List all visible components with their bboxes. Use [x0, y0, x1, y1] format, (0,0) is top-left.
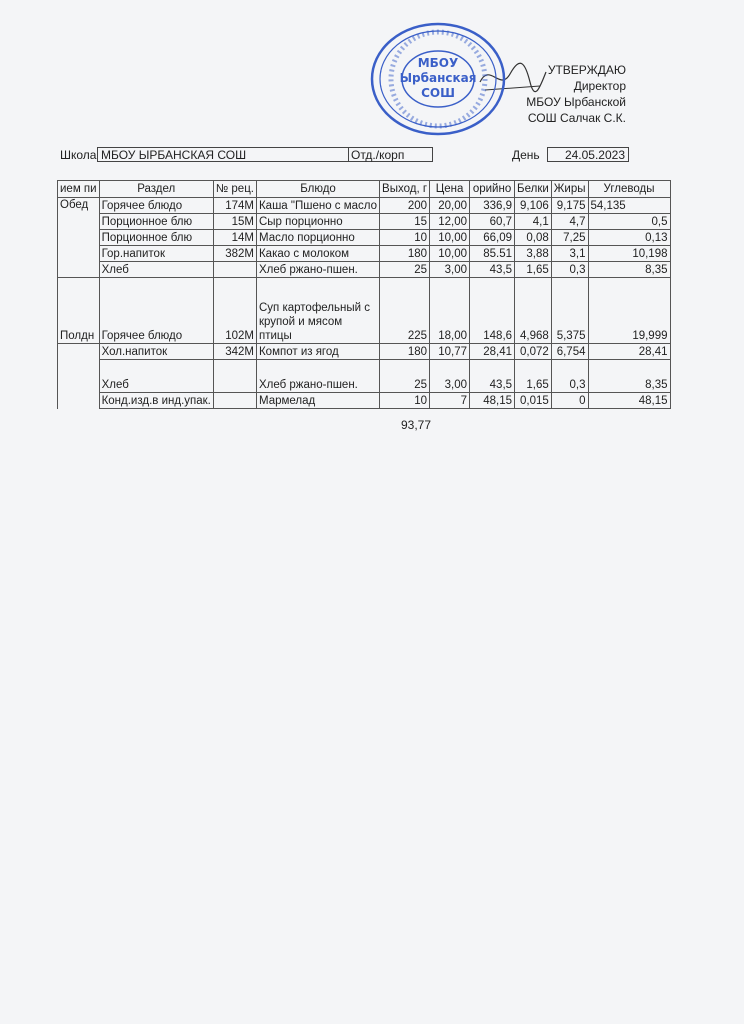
cell-fat: 0,3: [551, 262, 588, 278]
cell-out: 25: [380, 262, 430, 278]
table-row: [58, 360, 671, 393]
cell-carb: 19,999: [588, 278, 670, 344]
cell-price: 18,00: [430, 278, 470, 344]
cell-price: 10,00: [430, 246, 470, 262]
approval-position: Директор: [573, 79, 626, 93]
cell-prot: 4,1: [515, 214, 552, 230]
cell-section: Конд.изд.в инд.упак.: [99, 393, 213, 409]
cell-dish: Каша "Пшено с масло: [256, 198, 379, 214]
cell-carb: 8,35: [588, 262, 670, 278]
cell-kcal: 148,6: [470, 278, 515, 344]
cell-kcal: 66,09: [470, 230, 515, 246]
cell-section: Гор.напиток: [99, 246, 213, 262]
cell-carb: 8,35: [588, 360, 670, 393]
cell-rec: 382М: [213, 246, 256, 262]
col-header-price: Цена: [430, 181, 470, 198]
table-header-row: [58, 181, 671, 198]
cell-price: 3,00: [430, 262, 470, 278]
cell-prot: 0,015: [515, 393, 552, 409]
cell-dish: Суп картофельный с крупой и мясом птицы: [256, 278, 379, 344]
approval-title: УТВЕРЖДАЮ: [547, 63, 626, 77]
cell-kcal: 43,5: [470, 360, 515, 393]
cell-rec: [213, 393, 256, 409]
cell-carb: 0,13: [588, 230, 670, 246]
cell-dish: Сыр порционно: [256, 214, 379, 230]
cell-price: 10,00: [430, 230, 470, 246]
meal-cell-empty: [58, 344, 100, 360]
cell-prot: 3,88: [515, 246, 552, 262]
seal-text-2: Ырбанская: [399, 71, 477, 85]
table-row: [58, 278, 671, 344]
cell-fat: 7,25: [551, 230, 588, 246]
cell-out: 10: [380, 230, 430, 246]
cell-out: 25: [380, 360, 430, 393]
seal-text-3: СОШ: [421, 86, 455, 100]
approval-signer: СОШ Салчак С.К.: [527, 111, 626, 125]
cell-kcal: 336,9: [470, 198, 515, 214]
cell-rec: 15М: [213, 214, 256, 230]
cell-kcal: 28,41: [470, 344, 515, 360]
table-row: [58, 198, 671, 214]
cell-out: 10: [380, 393, 430, 409]
cell-out: 200: [380, 198, 430, 214]
cell-fat: 0: [551, 393, 588, 409]
cell-dish: Хлеб ржано-пшен.: [256, 360, 379, 393]
cell-kcal: 60,7: [470, 214, 515, 230]
table-row: [58, 230, 671, 246]
cell-section: Горячее блюдо: [99, 198, 213, 214]
cell-rec: 14М: [213, 230, 256, 246]
col-header-meal: ием пи: [58, 181, 100, 198]
cell-prot: 0,072: [515, 344, 552, 360]
cell-carb: 48,15: [588, 393, 670, 409]
cell-prot: 0,08: [515, 230, 552, 246]
cell-out: 180: [380, 344, 430, 360]
cell-carb: 28,41: [588, 344, 670, 360]
cell-prot: 1,65: [515, 360, 552, 393]
cell-price: 12,00: [430, 214, 470, 230]
cell-section: Горячее блюдо: [99, 278, 213, 344]
cell-carb: 0,5: [588, 214, 670, 230]
table-row: [58, 246, 671, 262]
cell-rec: 342М: [213, 344, 256, 360]
col-header-fat: Жиры: [551, 181, 588, 198]
cell-section: Порционное блю: [99, 230, 213, 246]
cell-prot: 4,968: [515, 278, 552, 344]
cell-rec: [213, 360, 256, 393]
col-header-carbs: Углеводы: [588, 181, 670, 198]
col-header-recipe: № рец.: [213, 181, 256, 198]
cell-kcal: 43,5: [470, 262, 515, 278]
meal-cell-empty: [58, 360, 100, 393]
cell-price: 3,00: [430, 360, 470, 393]
cell-fat: 3,1: [551, 246, 588, 262]
cell-carb: 10,198: [588, 246, 670, 262]
cell-section: Хлеб: [99, 262, 213, 278]
cell-section: Хол.напиток: [99, 344, 213, 360]
cell-fat: 0,3: [551, 360, 588, 393]
cell-dish: Масло порционно: [256, 230, 379, 246]
cell-kcal: 85.51: [470, 246, 515, 262]
official-seal-stamp: [368, 20, 508, 138]
cell-dish: Хлеб ржано-пшен.: [256, 262, 379, 278]
cell-dish: Мармелад: [256, 393, 379, 409]
day-label: День: [512, 148, 540, 162]
cell-out: 180: [380, 246, 430, 262]
cell-rec: 102М: [213, 278, 256, 344]
cell-section: Хлеб: [99, 360, 213, 393]
cell-fat: 4,7: [551, 214, 588, 230]
cell-dish: Какао с молоком: [256, 246, 379, 262]
table-row: [58, 344, 671, 360]
col-header-section: Раздел: [99, 181, 213, 198]
dept-label: Отд./корп: [349, 147, 433, 162]
cell-kcal: 48,15: [470, 393, 515, 409]
cell-price: 7: [430, 393, 470, 409]
total-price: 93,77: [401, 418, 432, 432]
cell-price: 10,77: [430, 344, 470, 360]
cell-out: 15: [380, 214, 430, 230]
cell-carb: 54,135: [588, 198, 670, 214]
col-header-protein: Белки: [515, 181, 552, 198]
cell-rec: [213, 262, 256, 278]
col-header-dish: Блюдо: [256, 181, 379, 198]
cell-fat: 9,175: [551, 198, 588, 214]
day-field: 24.05.2023: [547, 147, 629, 162]
table-row: [58, 214, 671, 230]
cell-prot: 1,65: [515, 262, 552, 278]
table-row: [58, 262, 671, 278]
school-label: Школа: [60, 148, 97, 162]
cell-fat: 5,375: [551, 278, 588, 344]
col-header-kcal: орийно: [470, 181, 515, 198]
meal-label-obed: Обед: [58, 198, 100, 278]
col-header-output: Выход, г: [380, 181, 430, 198]
cell-out: 225: [380, 278, 430, 344]
cell-section: Порционное блю: [99, 214, 213, 230]
table-row: [58, 393, 671, 409]
menu-table: [57, 180, 671, 409]
cell-dish: Компот из ягод: [256, 344, 379, 360]
cell-prot: 9,106: [515, 198, 552, 214]
cell-price: 20,00: [430, 198, 470, 214]
cell-rec: 174М: [213, 198, 256, 214]
approval-org: МБОУ Ырбанской: [526, 95, 626, 109]
meal-cell-empty: [58, 393, 100, 409]
seal-text-1: МБОУ: [417, 56, 459, 70]
meal-label-poldnik: Полдн: [58, 278, 100, 344]
cell-fat: 6,754: [551, 344, 588, 360]
school-name-field: МБОУ ЫРБАНСКАЯ СОШ: [97, 147, 349, 162]
